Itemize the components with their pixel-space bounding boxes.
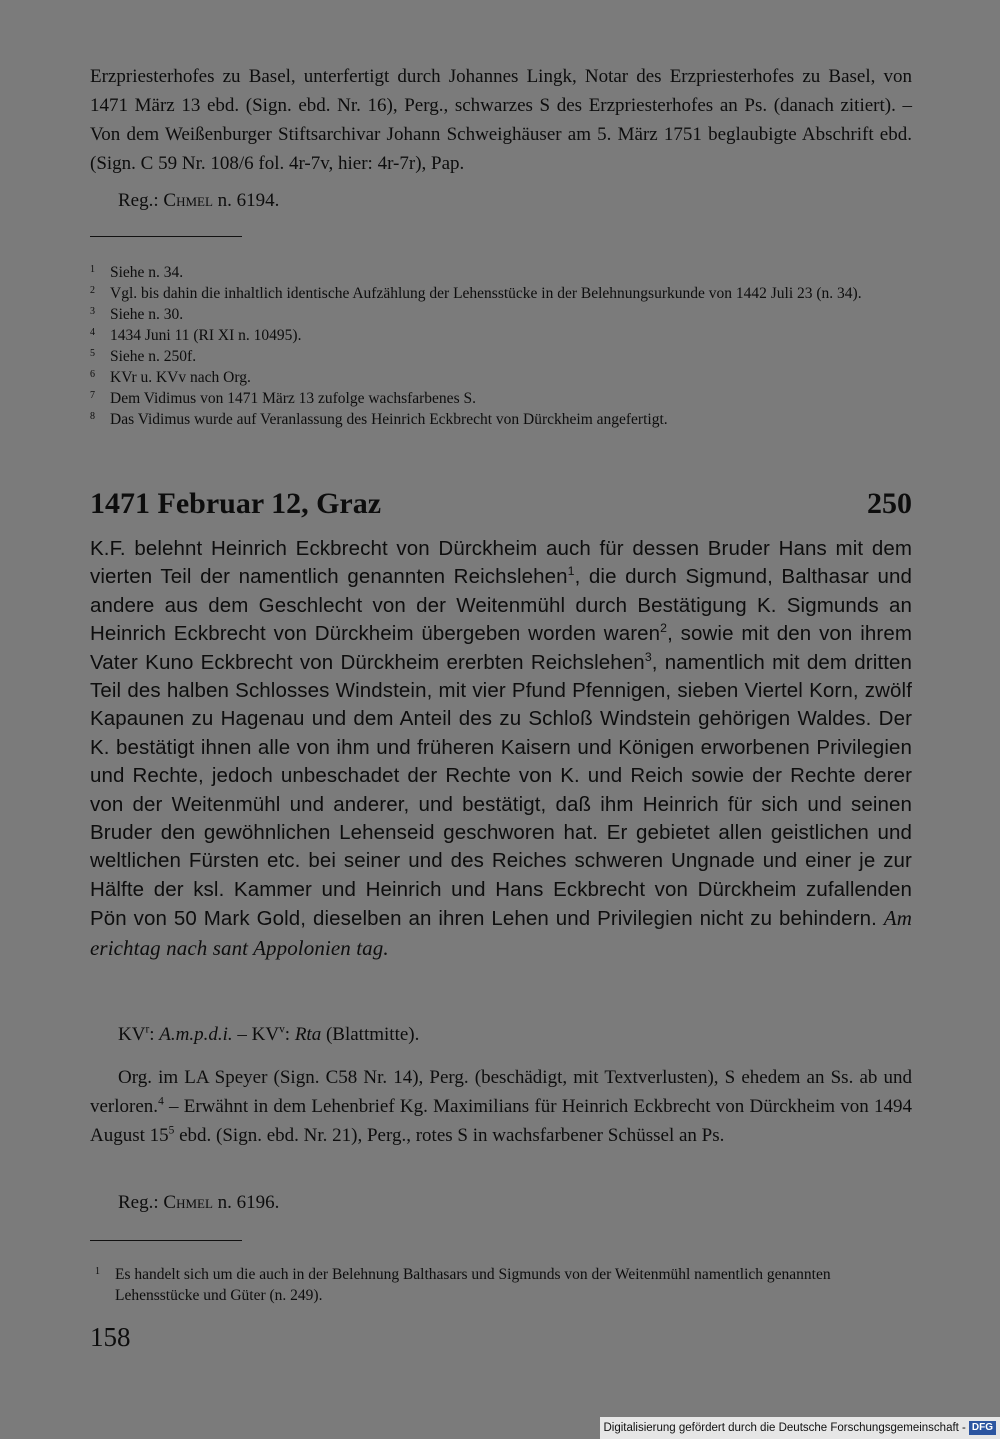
previous-entry-source-paragraph: Erzpriesterhofes zu Basel, unterfertigt durch Johannes Lingk, Notar des Erzpriesterhofes zu Basel, von 1471 März 13 ebd. (Sign. ebd. Nr. 16), Perg., schwarzes S des Erzpriesterhofes an Ps. (danach zitiert). – Von dem Weißenburger Stiftsarchivar Johann Schweighäuser am 5. März 1751 beglaubigte Abschrift ebd. (Sign. C 59 Nr. 108/6 fol. 4r-7v, hier: 4r-7r), Pap. xyxy=(90,66,912,174)
footnote-separator-bottom xyxy=(90,1240,242,1241)
footnote: 4 1434 Juni 11 (RI XI n. 10495). xyxy=(90,327,302,344)
original-source-paragraph: Org. im LA Speyer (Sign. C58 Nr. 14), Perg. (beschädigt, mit Textverlusten), S ehedem an Ss. ab und verloren.$^4$ – Erwähnt in dem Lehenbrief Kg. Maximilians für Heinrich Eckbrecht von Dürckheim von 1494 August $15^5$ ebd. (Sign. ebd. Nr. 21), Perg., rotes S in wachsfarbener Schüssel an Ps. xyxy=(90,1067,912,1146)
kv-note: $KV^r$: A.m.p.d.i. – $KV^v$: Rta (Blattmitte). xyxy=(118,1023,420,1045)
footnote: 3 Siehe n. 30. xyxy=(90,306,184,323)
entry-heading xyxy=(90,487,912,531)
footnotes-top xyxy=(90,262,912,430)
regest-author: Chmel xyxy=(163,1192,213,1213)
footnote-separator-top xyxy=(90,236,242,237)
footnote: 6 KVr u. KVv nach Org. xyxy=(90,369,251,386)
entry-body xyxy=(90,535,912,963)
dfg-logo-icon: DFG xyxy=(969,1421,996,1435)
footnote: 5 Siehe n. 250f. xyxy=(90,348,197,365)
footnote-ref: 3 xyxy=(644,649,652,664)
footnote: 7 Dem Vidimus von 1471 März 13 zufolge wachsfarbenes S. xyxy=(90,390,476,407)
regest-reference-top: Reg.: Chmel n. 6194. xyxy=(118,190,280,211)
footnote: 1 Siehe n. 34. xyxy=(90,264,184,281)
footnote: 1 Es handelt sich um die auch in der Belehnung Balthasars und Sigmunds von der Weitenmühl namentlich genannten Lehensstücke und Güter (n. 249). xyxy=(95,1266,831,1304)
footnote-ref: 2 xyxy=(660,621,668,636)
footnote: 8 Das Vidimus wurde auf Veranlassung des Heinrich Eckbrecht von Dürckheim angefertigt. xyxy=(90,411,668,428)
footnote-ref: 1 xyxy=(567,564,575,579)
footnotes-bottom xyxy=(90,1264,912,1306)
regest-reference-bottom: Reg.: Chmel n. 6196. xyxy=(118,1192,280,1213)
page-number: 158 xyxy=(90,1322,131,1352)
footnote: 2 Vgl. bis dahin die inhaltlich identische Aufzählung der Lehensstücke in der Belehnungsurkunde von 1442 Juli 23 (n. 34). xyxy=(90,285,862,302)
date-phrase: Am erichtag nach sant Appolonien tag. xyxy=(90,906,912,960)
digitization-credit: Digitalisierung gefördert durch die Deutsche Forschungsgemeinschaft - DFG xyxy=(600,1417,1000,1439)
regest-author: Chmel xyxy=(163,190,213,211)
entry-date-place: 1471 Februar 12, Graz xyxy=(90,487,382,520)
entry-number: 250 xyxy=(867,487,912,520)
regest-text: K.F. belehnt Heinrich Eckbrecht von Dürckheim auch für dessen Bruder Hans mit dem vierten Teil der namentlich genannten Reichslehen$^1$, die durch Sigmund, Balthasar und andere aus dem Geschlecht von der Weitenmühl durch Bestätigung K. Sigmunds an Heinrich Eckbrecht von Dürckheim übergeben worden waren$^2$, sowie mit den von ihrem Vater Kuno Eckbrecht von Dürckheim ererbten Reichslehen$^3$, namentlich mit dem dritten Teil des halben Schlosses Windstein, mit vier Pfund Pfennigen, sieben Viertel Korn, zwölf Kapaunen zu Hagenau und dem Anteil des zu Schloß Windstein gehörigen Waldes. Der K. bestätigt ihnen alle von ihm und früheren Kaisern und Königen erworbenen Privilegien und Rechte, jedoch unbeschadet der Rechte von K. und Reich sowie der Rechte derer von der Weitenmühl und anderer, und bestätigt, daß ihm Heinrich für sich und seinen Bruder den gewöhnlichen Lehenseid geschworen hat. Er gebietet allen geistlichen und weltlichen Fürsten etc. bei seiner und des Reiches schweren Ungnade und einer je zur Hälfte der ksl. Kammer und Heinrich und Hans Eckbrecht von Dürckheim zufallenden Pön von 50 Mark Gold, dieselben an ihren Lehen und Privilegien nicht zu behindern. Am erichtag nach sant Appolonien tag. xyxy=(90,537,912,960)
